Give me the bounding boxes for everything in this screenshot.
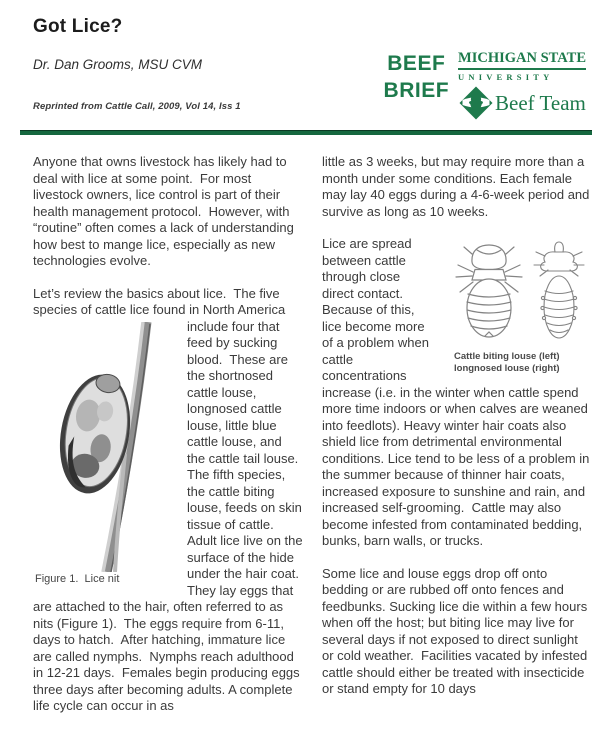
paragraph-text: Lice are spread between cattle through close direct contact. Because of this, lice become more of a problem when cattle concentrations increase (i.e. in the winter when cattle spend more time indoors or when calves are weaned into feedlots). Heavy winter hair coats also shield lice from detrimental environmental conditions. Lice tend to be less of a problem in the summer because of thinner hair coats, increased exposure to sunshine and rain, and increased self-grooming. Cattle may also become infested from contaminated bedding, bunks, barn walls, or trucks.: [322, 236, 594, 548]
beef-brief-logo: [384, 50, 586, 121]
beef-team-row: [458, 85, 586, 121]
brief-wordmark: BRIEF: [383, 79, 450, 102]
reprint-line: Reprinted from Cattle Call, 2009, Vol 14, Iss 1: [33, 101, 241, 112]
right-column: [322, 154, 592, 715]
louse-figure-caption-line2: longnosed louse (right): [454, 362, 560, 374]
cow-head-diamond-icon: [458, 85, 494, 121]
left-paragraph-2: [33, 285, 307, 715]
figure-1-caption: Figure 1. Lice nit: [35, 572, 120, 585]
green-divider-rule: [20, 130, 592, 135]
university-wordmark: UNIVERSITY: [458, 72, 554, 82]
left-paragraph-1: Anyone that owns livestock has likely had to deal with lice at some point. For most livestock owners, lice control is part of their health management protocol. However, with “routine” often comes a lack of understanding how best to mange lice, especially as new technologies evolve.: [33, 154, 298, 268]
page-title: Got Lice?: [33, 16, 123, 37]
lice-nit-photo: [33, 322, 181, 572]
article-body: [33, 154, 592, 715]
figure-1: [33, 322, 181, 586]
louse-drawings: [444, 238, 594, 348]
beef-brief-wordmark: [384, 50, 450, 104]
louse-figure-caption-line1: Cattle biting louse (left): [454, 351, 560, 362]
paragraph-text: North America include four that feed by sucking blood. These are the shortnosed cattle louse, longnosed cattle louse, little blue cattle louse, and the cattle tail louse. The fifth species, the cattle biting louse, feeds on skin tissue of cattle. Adult lice live on the surface of the hide under the hair coat. They lay eggs that are attached to the hair, often referred to as nits (Figure 1). The eggs require from 6-11, days to hatch. After hatching, immature lice are called nymphs. Nymphs reach adulthood in 12-21 days. Females begin producing eggs three days after becoming adults. A complete life cycle can occur in as: [33, 302, 307, 713]
right-paragraph-1: little as 3 weeks, but may require more than a month under some conditions. Each female may lay 40 eggs during a 4-6-week period and survive as long as 10 weeks.: [322, 154, 594, 219]
left-column: [33, 154, 307, 715]
author-line: Dr. Dan Grooms, MSU CVM: [33, 57, 203, 72]
beef-wordmark: BEEF: [387, 52, 446, 75]
louse-figure: [440, 238, 592, 374]
michigan-state-wordmark: MICHIGAN STATE: [458, 50, 586, 70]
paragraph-text: Let’s review the basics about lice. The five species of cattle lice found in: [33, 285, 284, 317]
right-paragraph-2: [322, 236, 592, 550]
right-paragraph-3: Some lice and louse eggs drop off onto bedding or are rubbed off onto fences and feedbunks. Sucking lice die within a few hours when off the host; but biting lice may live for several days if not exposed to direct sunlight or cold weather. Facilities vacated by infested cattle should either be treated with insecticide or stand empty for 10 days: [322, 565, 591, 696]
beef-team-wordmark: Beef Team: [495, 90, 586, 115]
header: [20, 16, 592, 120]
msu-logo-block: [458, 50, 586, 121]
